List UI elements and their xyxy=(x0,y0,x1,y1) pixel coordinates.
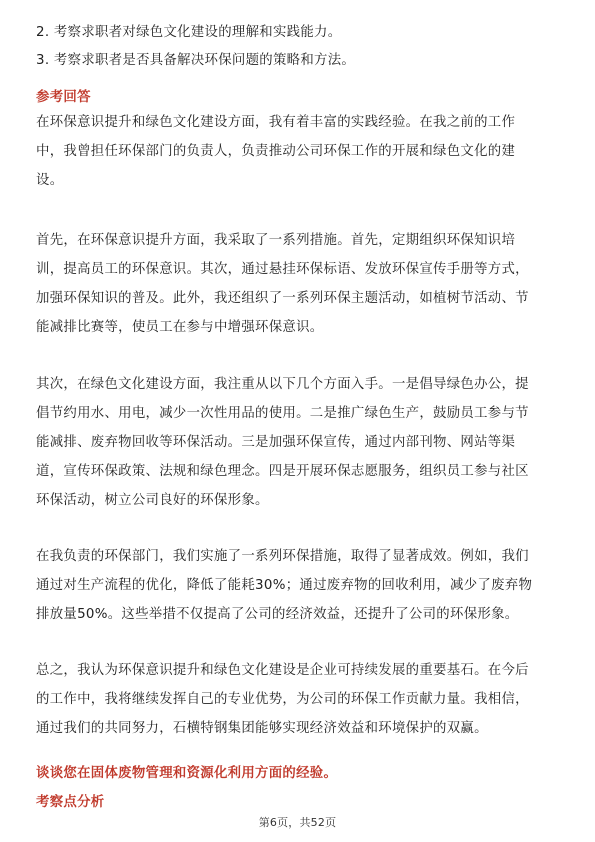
paragraph-line: 排放量50%。这些举措不仅提高了公司的经济效益，还提升了公司的环保形象。 xyxy=(36,607,519,622)
list-item: 3. 考察求职者是否具备解决环保问题的策略和方法。 xyxy=(36,53,356,68)
paragraph xyxy=(36,230,529,339)
reference-answer-heading: 参考回答 xyxy=(36,90,91,105)
paragraph-line: 首先，在环保意识提升方面，我采取了一系列措施。首先，定期组织环保知识培 xyxy=(36,233,516,248)
paragraph-line: 总之，我认为环保意识提升和绿色文化建设是企业可持续发展的重要基石。在今后 xyxy=(36,663,529,678)
paragraph-line: 训，提高员工的环保意识。其次，通过悬挂环保标语、发放环保宣传手册等方式， xyxy=(36,262,529,277)
paragraph xyxy=(36,546,532,626)
paragraph-line: 在我负责的环保部门，我们实施了一系列环保措施，取得了显著成效。例如，我们 xyxy=(36,549,529,564)
paragraph-line: 道，宣传环保政策、法规和绿色理念。四是开展环保志愿服务，组织员工参与社区 xyxy=(36,464,529,479)
paragraph-line: 设。 xyxy=(36,173,64,188)
paragraph xyxy=(36,374,529,512)
paragraph-line: 能减排、废弃物回收等环保活动。三是加强环保宣传，通过内部刊物、网站等渠 xyxy=(36,435,516,450)
paragraph-line: 通过对生产流程的优化，降低了能耗30%；通过废弃物的回收利用，减少了废弃物 xyxy=(36,578,533,593)
paragraph-line: 在环保意识提升和绿色文化建设方面，我有着丰富的实践经验。在我之前的工作 xyxy=(36,115,516,130)
paragraph-line: 能减排比赛等，使员工在参与中增强环保意识。 xyxy=(36,320,324,335)
paragraph-line: 通过我们的共同努力，石横特钢集团能够实现经济效益和环境保护的双赢。 xyxy=(36,721,488,736)
analysis-heading: 考察点分析 xyxy=(36,795,105,810)
next-question-heading: 谈谈您在固体废物管理和资源化利用方面的经验。 xyxy=(36,766,338,781)
paragraph-line: 环保活动，树立公司良好的环保形象。 xyxy=(36,493,269,508)
paragraph-line: 其次，在绿色文化建设方面，我注重从以下几个方面入手。一是倡导绿色办公，提 xyxy=(36,377,529,392)
paragraph-line: 加强环保知识的普及。此外，我还组织了一系列环保主题活动，如植树节活动、节 xyxy=(36,291,529,306)
paragraph xyxy=(36,660,529,740)
page-footer: 第6页，共52页 xyxy=(258,816,337,829)
list-item: 2. 考察求职者对绿色文化建设的理解和实践能力。 xyxy=(36,25,342,40)
paragraph-line: 中，我曾担任环保部门的负责人，负责推动公司环保工作的开展和绿色文化的建 xyxy=(36,144,516,159)
paragraph-line: 倡节约用水、用电，减少一次性用品的使用。二是推广绿色生产，鼓励员工参与节 xyxy=(36,406,529,421)
paragraph xyxy=(36,112,515,192)
paragraph-line: 的工作中，我将继续发挥自己的专业优势，为公司的环保工作贡献力量。我相信， xyxy=(36,692,529,707)
